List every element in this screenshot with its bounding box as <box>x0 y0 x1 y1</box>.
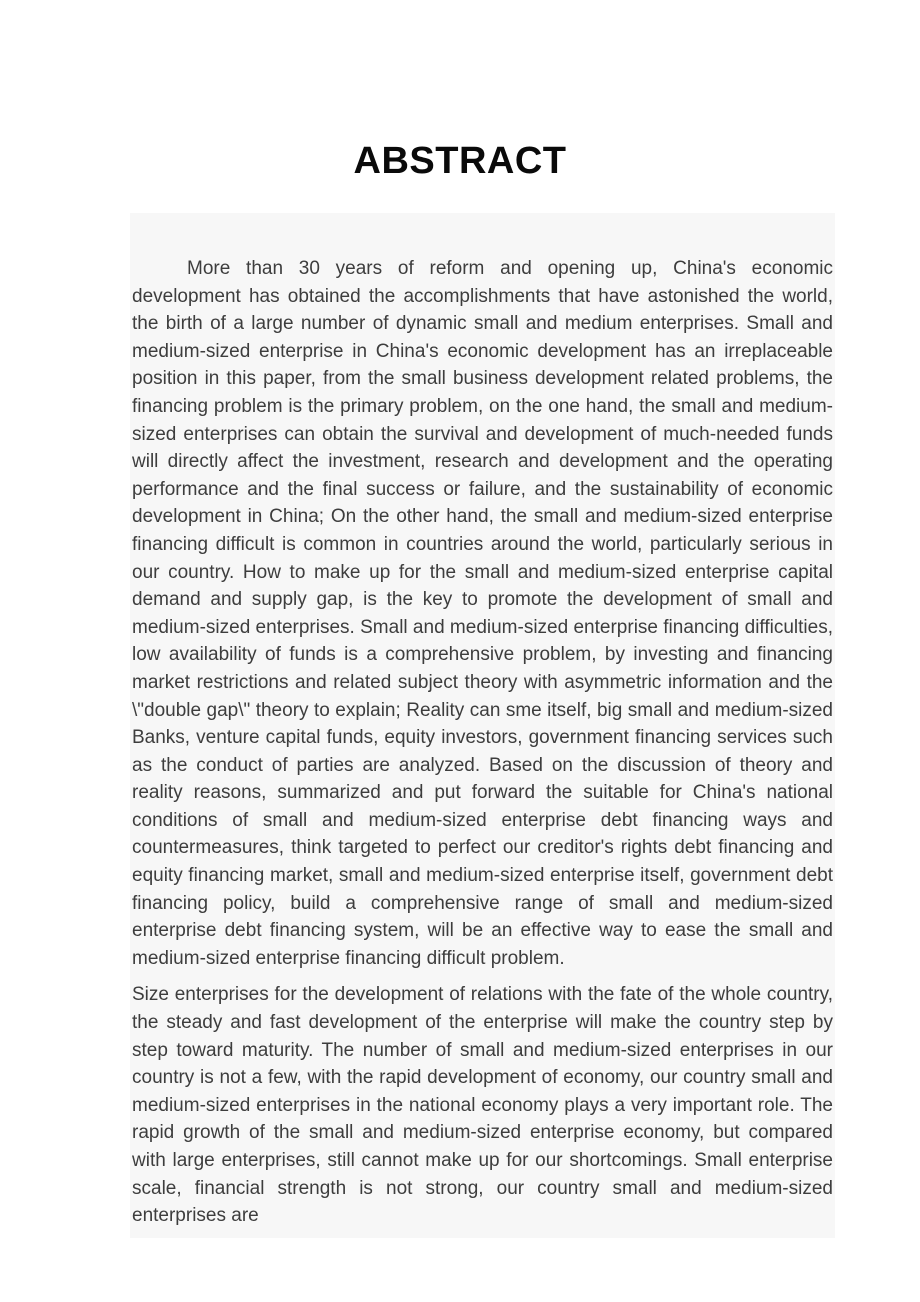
abstract-block <box>130 213 835 1238</box>
abstract-paragraph-2: Size enterprises for the development of relations with the fate of the whole country, the steady and fast development of the enterprise will make the country step by step toward maturity. The number of small and medium-sized enterprises in our country is not a few, with the rapid development of economy, our country small and medium-sized enterprises in the national economy plays a very important role. The rapid growth of the small and medium-sized enterprise economy, but compared with large enterprises, still cannot make up for our shortcomings. Small enterprise scale, financial strength is not strong, our country small and medium-sized enterprises are <box>132 984 833 1227</box>
abstract-paragraph-1: More than 30 years of reform and opening up, China's economic development has obtained the accomplishments that have astonished the world, the birth of a large number of dynamic small and medium enterprises. Small and medium-sized enterprise in China's economic development has an irreplaceable position in this paper, from the small business development related problems, the financing problem is the primary problem, on the one hand, the small and medium-sized enterprises can obtain the survival and development of much-needed funds will directly affect the investment, research and development and the operating performance and the final success or failure, and the sustainability of economic development in China; On the other hand, the small and medium-sized enterprise financing difficult is common in countries around the world, particularly serious in our country. How to make up for the small and medium-sized enterprise capital demand and supply gap, is the key to promote the development of small and medium-sized enterprises. Small and medium-sized enterprise financing difficulties, low availability of funds is a comprehensive problem, by investing and financing market restrictions and related subject theory with asymmetric information and the \"double gap\" theory to explain; Reality can sme itself, big small and medium-sized Banks, venture capital funds, equity investors, government financing services such as the conduct of parties are analyzed. Based on the discussion of theory and reality reasons, summarized and put forward the suitable for China's national conditions of small and medium-sized enterprise debt financing ways and countermeasures, think targeted to perfect our creditor's rights debt financing and equity financing market, small and medium-sized enterprise itself, government debt financing policy, build a comprehensive range of small and medium-sized enterprise debt financing system, will be an effective way to ease the small and medium-sized enterprise financing difficult problem. <box>132 258 833 969</box>
page-title: ABSTRACT <box>353 140 567 182</box>
